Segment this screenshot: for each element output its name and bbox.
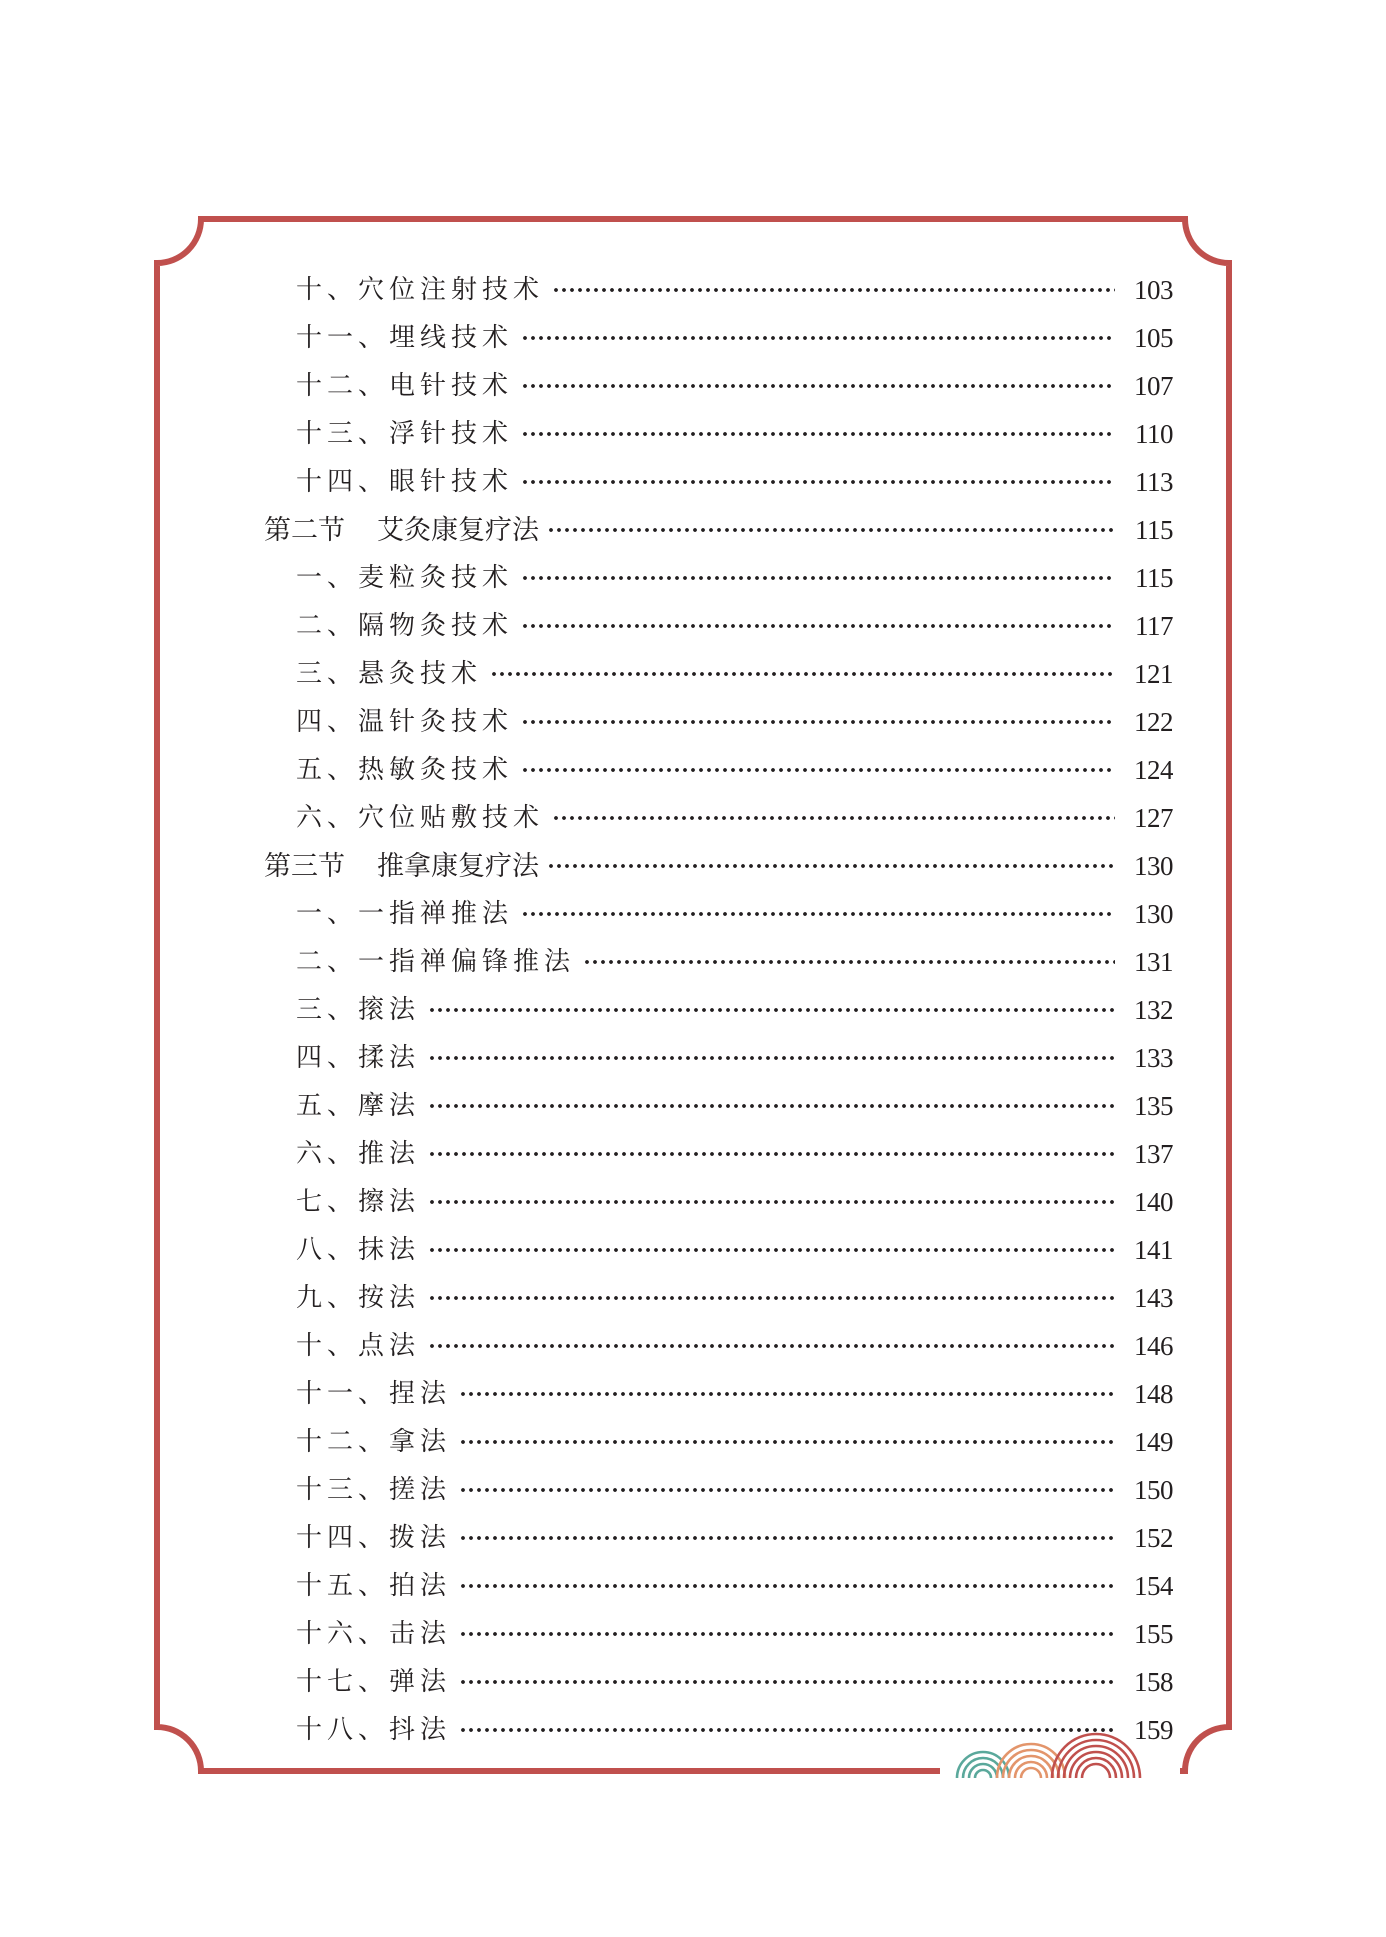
toc-page-number: 141: [1134, 1234, 1173, 1265]
toc-item-entry[interactable]: [264, 1658, 1173, 1706]
toc-item-entry[interactable]: [264, 1562, 1173, 1610]
toc-page-number: 150: [1134, 1474, 1173, 1505]
dot-leader: [490, 669, 1115, 679]
toc-entry-title: 十一、埋线技术: [296, 323, 514, 353]
toc-entry-title: 十一、捏法: [296, 1379, 452, 1409]
toc-entry-title: 五、热敏灸技术: [296, 755, 514, 785]
dot-leader: [521, 621, 1115, 631]
dot-leader: [459, 1677, 1115, 1687]
toc-item-entry[interactable]: [264, 1178, 1173, 1226]
dot-leader: [521, 381, 1115, 391]
dot-leader: [428, 1149, 1115, 1159]
dot-leader: [521, 909, 1115, 919]
toc-item-entry[interactable]: [264, 986, 1173, 1034]
dot-leader: [552, 813, 1115, 823]
dot-leader: [547, 861, 1115, 871]
toc-page-number: 158: [1134, 1666, 1173, 1697]
toc-entry-title: 十二、电针技术: [296, 371, 514, 401]
dot-leader: [459, 1389, 1115, 1399]
dot-leader: [521, 333, 1115, 343]
toc-entry-title: 六、穴位贴敷技术: [296, 803, 545, 833]
toc-item-entry[interactable]: [264, 266, 1173, 314]
dot-leader: [583, 957, 1115, 967]
dot-leader: [459, 1485, 1115, 1495]
toc-page-number: 131: [1134, 946, 1173, 977]
toc-section-title: 艾灸康复疗法: [377, 514, 539, 546]
toc-section-entry[interactable]: [264, 506, 1173, 554]
dot-leader: [521, 717, 1115, 727]
toc-item-entry[interactable]: [264, 1610, 1173, 1658]
toc-entry-title: 五、摩法: [296, 1091, 421, 1121]
dot-leader: [521, 477, 1115, 487]
toc-page-number: 155: [1134, 1618, 1173, 1649]
toc-page-number: 133: [1134, 1042, 1173, 1073]
dot-leader: [428, 1005, 1115, 1015]
dot-leader: [552, 285, 1115, 295]
toc-entry-title: 十三、搓法: [296, 1475, 452, 1505]
toc-section-number: 第二节: [264, 514, 345, 546]
toc-entry-title: 十八、抖法: [296, 1715, 452, 1745]
toc-item-entry[interactable]: [264, 1322, 1173, 1370]
toc-page-number: 117: [1135, 610, 1173, 641]
dot-leader: [428, 1245, 1115, 1255]
toc-item-entry[interactable]: [264, 1082, 1173, 1130]
dot-leader: [459, 1725, 1115, 1735]
toc-item-entry[interactable]: [264, 1466, 1173, 1514]
toc-item-entry[interactable]: [264, 746, 1173, 794]
dot-leader: [459, 1437, 1115, 1447]
toc-item-entry[interactable]: [264, 602, 1173, 650]
toc-page-number: 107: [1134, 370, 1173, 401]
toc-entry-title: [264, 850, 539, 882]
toc-page-number: 130: [1134, 898, 1173, 929]
toc-item-entry[interactable]: [264, 458, 1173, 506]
dot-leader: [428, 1197, 1115, 1207]
toc-item-entry[interactable]: [264, 794, 1173, 842]
toc-entry-title: 二、一指禅偏锋推法: [296, 947, 576, 977]
toc-page-number: 113: [1135, 466, 1173, 497]
toc-page-number: 148: [1134, 1378, 1173, 1409]
toc-item-entry[interactable]: [264, 890, 1173, 938]
toc-page-number: 105: [1134, 322, 1173, 353]
toc-page-number: 135: [1134, 1090, 1173, 1121]
toc-section-number: 第三节: [264, 850, 345, 882]
toc-item-entry[interactable]: [264, 554, 1173, 602]
toc-item-entry[interactable]: [264, 1274, 1173, 1322]
dot-leader: [521, 765, 1115, 775]
toc-item-entry[interactable]: [264, 1130, 1173, 1178]
toc-entry-title: 十二、拿法: [296, 1427, 452, 1457]
toc-page-number: 115: [1135, 514, 1173, 545]
toc-page-number: 137: [1134, 1138, 1173, 1169]
toc-page-number: 127: [1134, 802, 1173, 833]
toc-item-entry[interactable]: [264, 938, 1173, 986]
toc-item-entry[interactable]: [264, 1034, 1173, 1082]
toc-page-number: 149: [1134, 1426, 1173, 1457]
toc-entry-title: 一、一指禅推法: [296, 899, 514, 929]
toc-item-entry[interactable]: [264, 1706, 1173, 1754]
toc-page-number: 121: [1134, 658, 1173, 689]
toc-item-entry[interactable]: [264, 314, 1173, 362]
dot-leader: [521, 573, 1115, 583]
toc-item-entry[interactable]: [264, 1514, 1173, 1562]
toc-entry-title: [264, 514, 539, 546]
dot-leader: [428, 1341, 1115, 1351]
dot-leader: [521, 429, 1115, 439]
toc-page-number: 124: [1134, 754, 1173, 785]
toc-page-number: 154: [1134, 1570, 1173, 1601]
dot-leader: [459, 1629, 1115, 1639]
dot-leader: [547, 525, 1115, 535]
toc-item-entry[interactable]: [264, 1370, 1173, 1418]
dot-leader: [428, 1101, 1115, 1111]
toc-page-number: 130: [1134, 850, 1173, 881]
toc-page-number: 122: [1134, 706, 1173, 737]
dot-leader: [428, 1293, 1115, 1303]
dot-leader: [459, 1533, 1115, 1543]
toc-entry-title: 十三、浮针技术: [296, 419, 514, 449]
dot-leader: [428, 1053, 1115, 1063]
toc-entry-title: 十七、弹法: [296, 1667, 452, 1697]
dot-leader: [459, 1581, 1115, 1591]
toc-entry-title: 三、悬灸技术: [296, 659, 483, 689]
toc-entry-title: 十四、眼针技术: [296, 467, 514, 497]
toc-entry-title: 三、㨰法: [296, 995, 421, 1025]
toc-entry-title: 十五、拍法: [296, 1571, 452, 1601]
toc-page-number: 143: [1134, 1282, 1173, 1313]
toc-page-number: 152: [1134, 1522, 1173, 1553]
toc-entry-title: 四、温针灸技术: [296, 707, 514, 737]
toc-entry-title: 七、擦法: [296, 1187, 421, 1217]
toc-entry-title: 二、隔物灸技术: [296, 611, 514, 641]
toc-entry-title: 十四、拨法: [296, 1523, 452, 1553]
toc-item-entry[interactable]: [264, 1226, 1173, 1274]
toc-page-number: 103: [1134, 274, 1173, 305]
toc-entry-title: 八、抹法: [296, 1235, 421, 1265]
table-of-contents: [264, 266, 1173, 1754]
toc-entry-title: 四、揉法: [296, 1043, 421, 1073]
toc-entry-title: 十、点法: [296, 1331, 421, 1361]
toc-section-title: 推拿康复疗法: [377, 850, 539, 882]
toc-page-number: 110: [1135, 418, 1173, 449]
toc-entry-title: 一、麦粒灸技术: [296, 563, 514, 593]
toc-page-number: 115: [1135, 562, 1173, 593]
toc-entry-title: 九、按法: [296, 1283, 421, 1313]
toc-item-entry[interactable]: [264, 698, 1173, 746]
toc-item-entry[interactable]: [264, 650, 1173, 698]
toc-entry-title: 六、推法: [296, 1139, 421, 1169]
toc-entry-title: 十、穴位注射技术: [296, 275, 545, 305]
toc-entry-title: 十六、击法: [296, 1619, 452, 1649]
toc-item-entry[interactable]: [264, 362, 1173, 410]
toc-page-number: 146: [1134, 1330, 1173, 1361]
toc-item-entry[interactable]: [264, 1418, 1173, 1466]
toc-item-entry[interactable]: [264, 410, 1173, 458]
toc-page-number: 132: [1134, 994, 1173, 1025]
toc-section-entry[interactable]: [264, 842, 1173, 890]
toc-page-number: 140: [1134, 1186, 1173, 1217]
toc-page-number: 159: [1134, 1714, 1173, 1745]
